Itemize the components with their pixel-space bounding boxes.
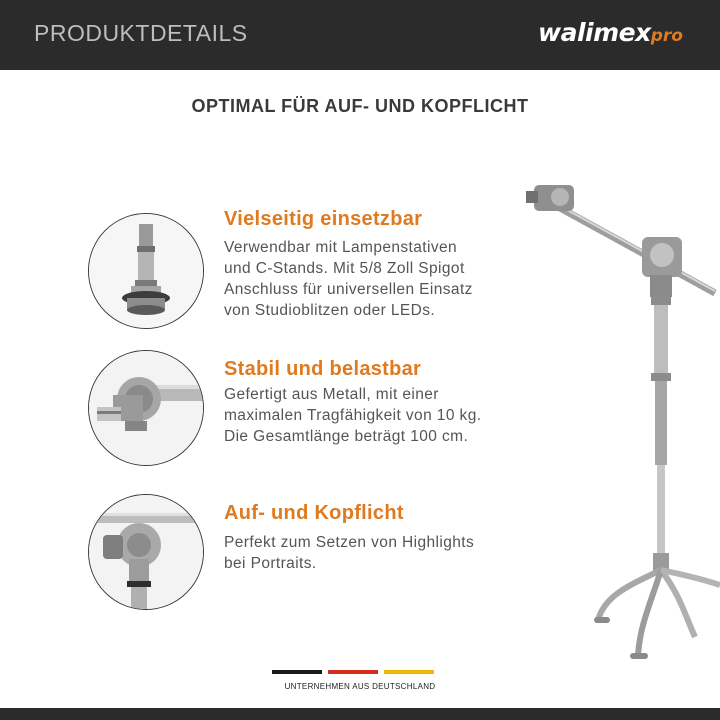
- feature-text: Verwendbar mit Lampenstativen und C-Stands. Mit 5/8 Zoll Spigot Anschluss für universellen Einsatz von Studioblitzen oder LEDs.: [224, 239, 473, 319]
- page-headline: OPTIMAL FÜR AUF- UND KOPFLICHT: [191, 96, 529, 116]
- feature-title: Auf- und Kopflicht: [224, 502, 404, 524]
- feature-title: Vielseitig einsetzbar: [224, 208, 423, 230]
- spigot-icon: [88, 213, 204, 329]
- footer-bar: [0, 708, 720, 720]
- logo-pro-text: pro: [650, 26, 683, 46]
- flag-stripe-red: [328, 670, 378, 674]
- grip-head-icon: [88, 494, 204, 610]
- flag-stripe-gold: [384, 670, 434, 674]
- company-origin-caption: UNTERNEHMEN AUS DEUTSCHLAND: [284, 682, 436, 691]
- flag-stripe-black: [272, 670, 322, 674]
- header-title: PRODUKTDETAILS: [34, 20, 248, 46]
- feature-text: Perfekt zum Setzen von Highlights bei Portraits.: [224, 534, 475, 572]
- feature-title: Stabil und belastbar: [224, 358, 422, 380]
- logo-main-text: walimex: [538, 18, 651, 47]
- c-stand-product-image: [510, 175, 720, 670]
- clamp-icon: [88, 350, 204, 466]
- feature-text: Gefertigt aus Metall, mit einer maximalen Tragfähigkeit von 10 kg. Die Gesamtlänge beträgt 100 cm.: [224, 386, 482, 445]
- walimex-pro-logo: [538, 18, 683, 52]
- header-bar: [0, 0, 720, 70]
